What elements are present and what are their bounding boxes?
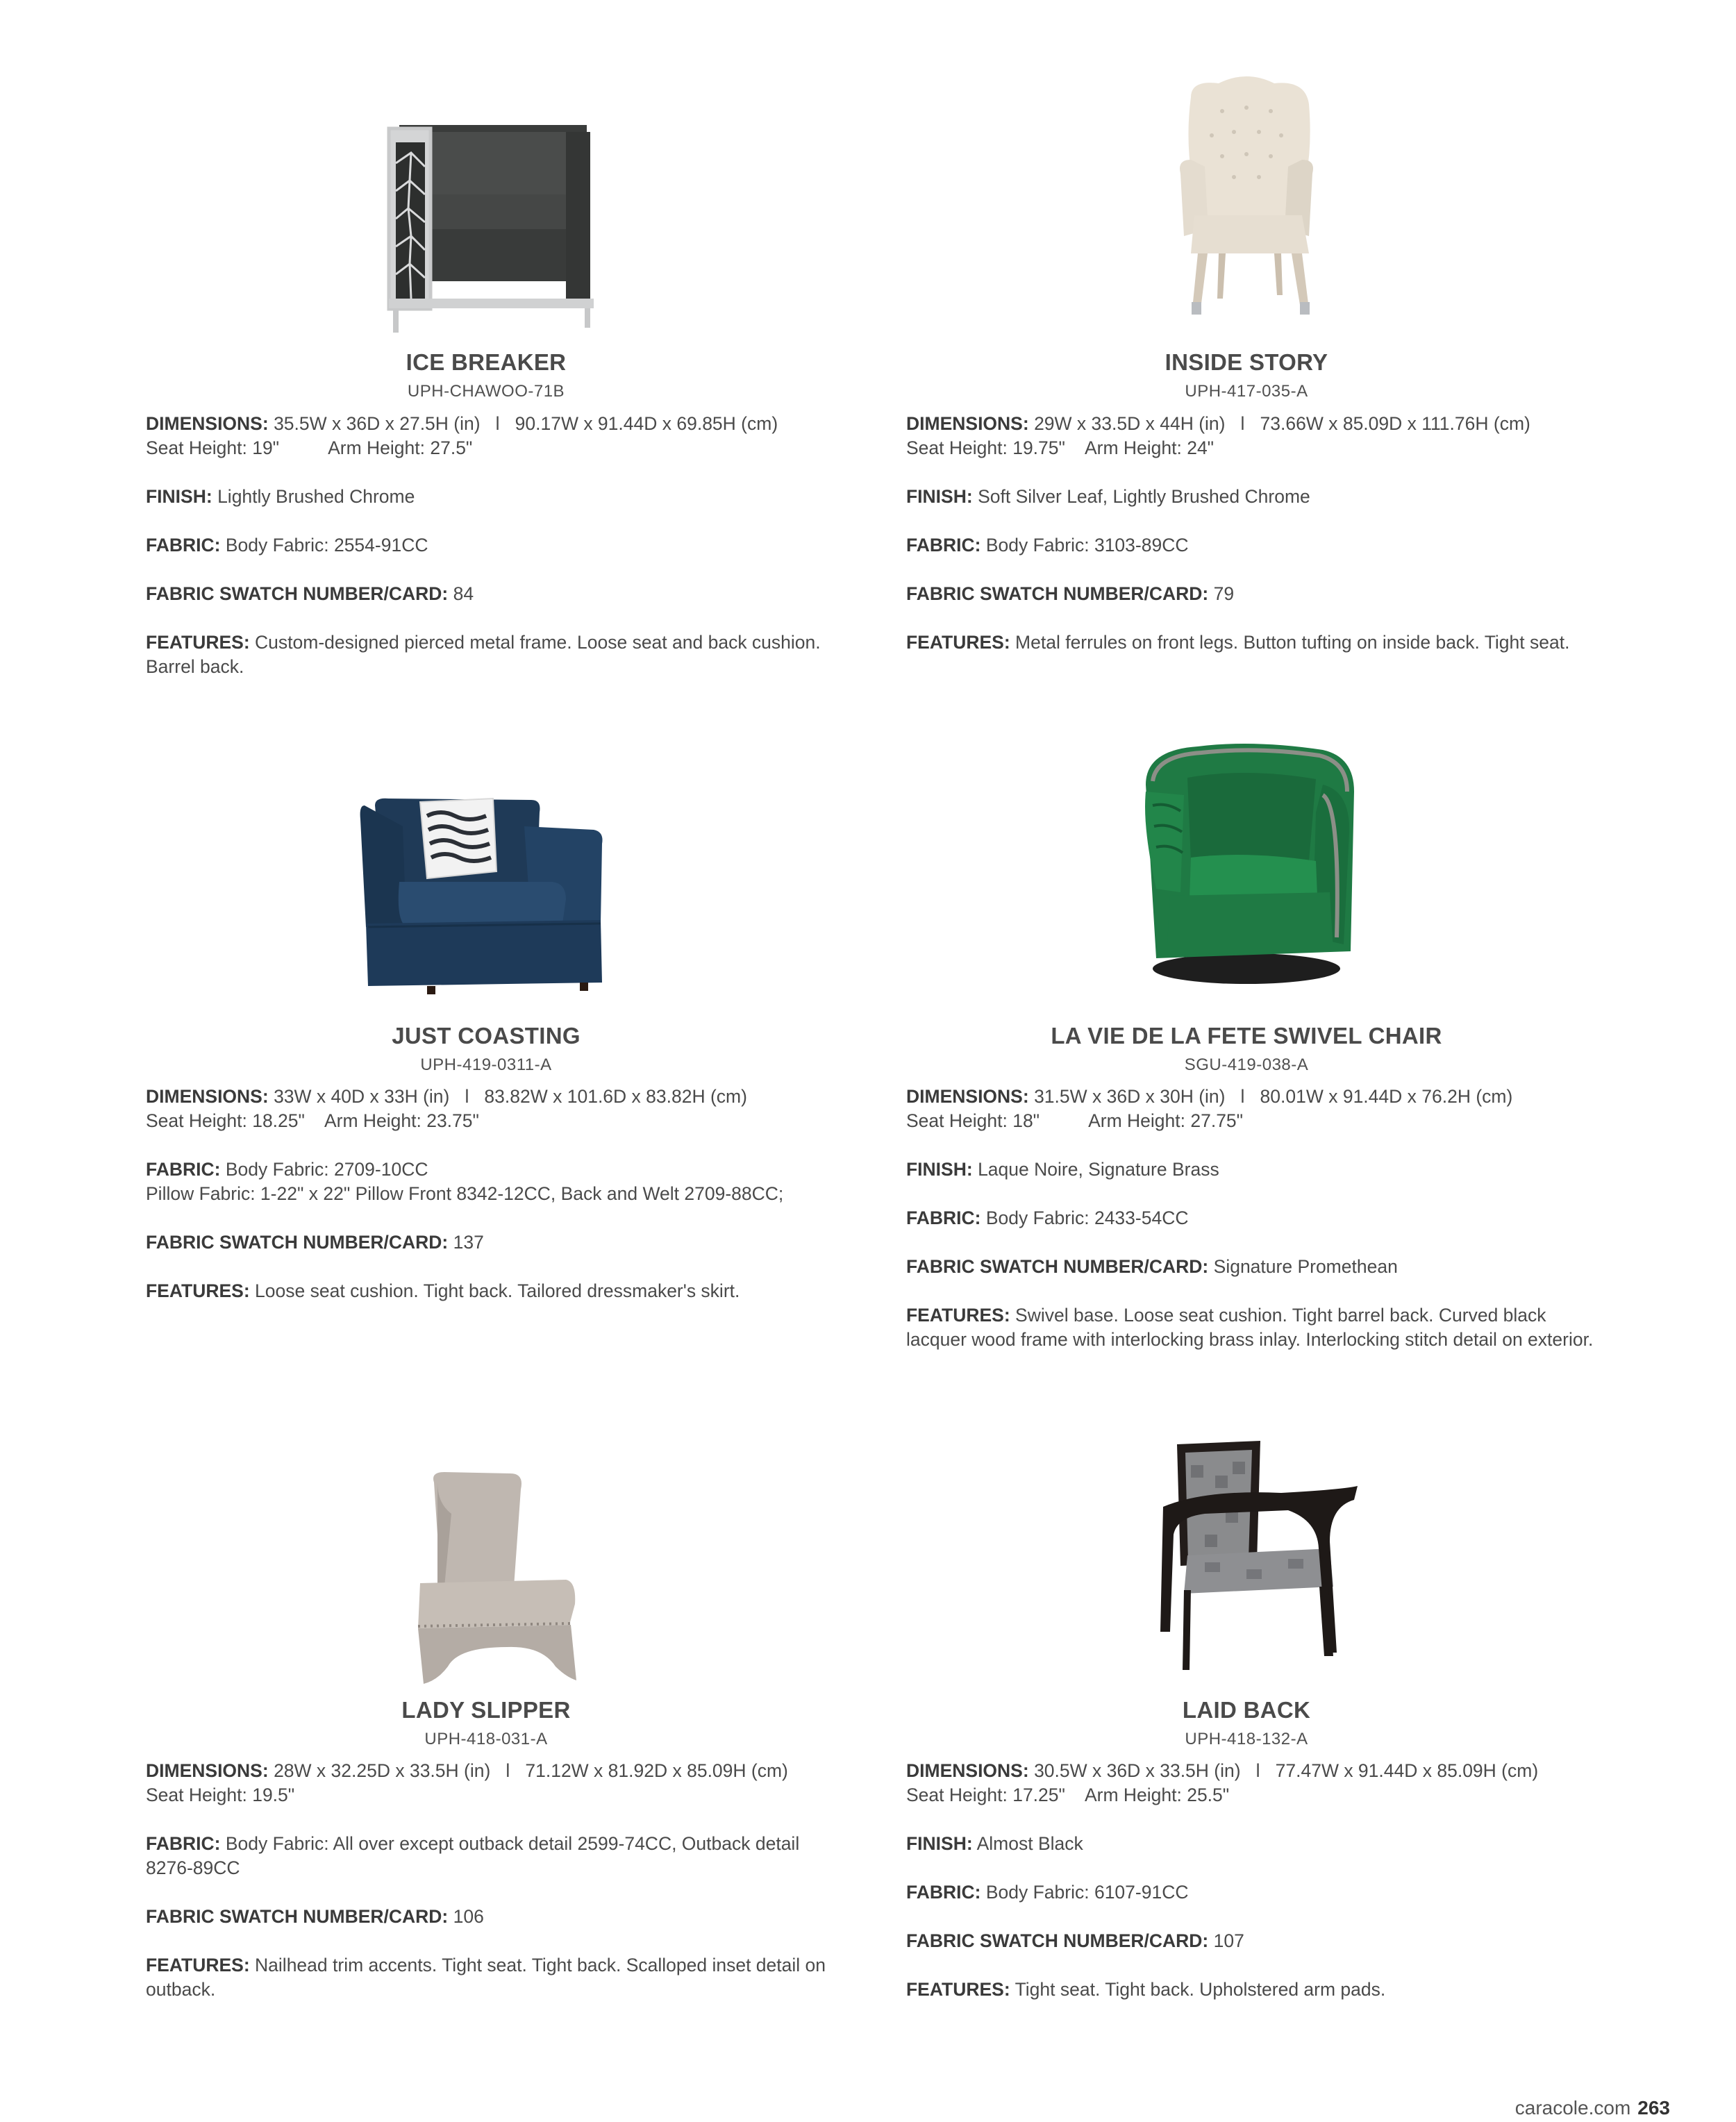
dimensions-label: DIMENSIONS: [146, 1086, 269, 1107]
product-title: ICE BREAKER [406, 349, 567, 375]
product-image-inside-story [896, 62, 1597, 340]
fabric-label: FABRIC: [146, 1159, 221, 1180]
seat-height: Seat Height: 19" [146, 437, 280, 458]
fabric-label: FABRIC: [906, 535, 981, 555]
finish-label: FINISH: [146, 486, 212, 507]
features-label: FEATURES: [906, 632, 1010, 653]
fabric-value: Body Fabric: 2554-91CC [225, 535, 428, 555]
swatch-value: Signature Promethean [1213, 1256, 1398, 1277]
swatch-value: 137 [453, 1232, 484, 1253]
features-value: Loose seat cushion. Tight back. Tailored dressmaker's skirt. [255, 1280, 740, 1301]
finish-value: Almost Black [976, 1833, 1083, 1854]
product-specs [906, 412, 1608, 679]
seat-height: Seat Height: 17.25" [906, 1785, 1065, 1805]
swatch-value: 107 [1213, 1930, 1244, 1951]
features-label: FEATURES: [906, 1979, 1010, 2000]
dimensions-value: 35.5W x 36D x 27.5H (in) l 90.17W x 91.44D x 69.85H (cm) [274, 413, 778, 434]
swatch-value: 106 [453, 1906, 484, 1927]
features-value: Custom-designed pierced metal frame. Loose seat and back cushion. Barrel back. [146, 632, 821, 677]
swatch-label: FABRIC SWATCH NUMBER/CARD: [146, 583, 449, 604]
dimensions-value: 33W x 40D x 33H (in) l 83.82W x 101.6D x 83.82H (cm) [274, 1086, 747, 1107]
page-number: 263 [1637, 2097, 1670, 2119]
dimensions-label: DIMENSIONS: [906, 1086, 1029, 1107]
product-image-just-coasting [135, 743, 837, 1021]
fabric-value: Body Fabric: All over except outback detail 2599-74CC, Outback detail 8276-89CC [146, 1833, 800, 1878]
finish-value: Lightly Brushed Chrome [217, 486, 415, 507]
pillow-fabric-value: Pillow Fabric: 1-22" x 22" Pillow Front 8342-12CC, Back and Welt 2709-88CC; [146, 1183, 784, 1204]
fabric-value: Body Fabric: 3103-89CC [985, 535, 1189, 555]
finish-value: Soft Silver Leaf, Lightly Brushed Chrome [978, 486, 1310, 507]
swatch-label: FABRIC SWATCH NUMBER/CARD: [146, 1906, 449, 1927]
dimensions-label: DIMENSIONS: [146, 1760, 269, 1781]
features-value: Metal ferrules on front legs. Button tufting on inside back. Tight seat. [1015, 632, 1570, 653]
dimensions-value: 31.5W x 36D x 30H (in) l 80.01W x 91.44D x 76.2H (cm) [1034, 1086, 1513, 1107]
product-image-lady-slipper [135, 1423, 837, 1701]
fabric-label: FABRIC: [146, 1833, 221, 1854]
product-image-laid-back [896, 1410, 1597, 1687]
fabric-label: FABRIC: [906, 1882, 981, 1903]
product-specs [906, 1759, 1608, 2026]
arm-height: Arm Height: 23.75" [324, 1110, 479, 1131]
product-sku: UPH-418-132-A [1185, 1730, 1308, 1748]
swatch-label: FABRIC SWATCH NUMBER/CARD: [906, 583, 1209, 604]
product-title: LAID BACK [1182, 1697, 1311, 1723]
product-specs [906, 1085, 1608, 1376]
dimensions-value: 30.5W x 36D x 33.5H (in) l 77.47W x 91.44D x 85.09H (cm) [1034, 1760, 1539, 1781]
product-sku: SGU-419-038-A [1184, 1055, 1309, 1074]
arm-height: Arm Height: 27.5" [328, 437, 473, 458]
finish-label: FINISH: [906, 486, 973, 507]
product-title: JUST COASTING [392, 1023, 581, 1049]
finish-label: FINISH: [906, 1833, 973, 1854]
features-value: Nailhead trim accents. Tight seat. Tight back. Scalloped inset detail on outback. [146, 1955, 826, 2000]
seat-height: Seat Height: 19.75" [906, 437, 1065, 458]
dimensions-label: DIMENSIONS: [906, 1760, 1029, 1781]
product-title: LA VIE DE LA FETE SWIVEL CHAIR [1051, 1023, 1442, 1049]
footer-site-link[interactable]: caracole.com [1514, 2097, 1631, 2119]
fabric-label: FABRIC: [906, 1208, 981, 1228]
seat-height: Seat Height: 18.25" [146, 1110, 305, 1131]
fabric-value: Body Fabric: 6107-91CC [985, 1882, 1189, 1903]
fabric-value: Body Fabric: 2433-54CC [985, 1208, 1189, 1228]
product-sku: UPH-417-035-A [1185, 382, 1308, 401]
features-value: Swivel base. Loose seat cushion. Tight barrel back. Curved black lacquer wood frame with interlocking brass inlay. Interlocking stitch detail on exterior. [906, 1305, 1594, 1350]
fabric-value: Body Fabric: 2709-10CC [225, 1159, 428, 1180]
product-image-ice-breaker [135, 66, 837, 344]
swatch-label: FABRIC SWATCH NUMBER/CARD: [146, 1232, 449, 1253]
features-label: FEATURES: [146, 1280, 250, 1301]
seat-height: Seat Height: 19.5" [146, 1785, 295, 1805]
finish-value: Laque Noire, Signature Brass [978, 1159, 1219, 1180]
dimensions-value: 29W x 33.5D x 44H (in) l 73.66W x 85.09D x 111.76H (cm) [1034, 413, 1530, 434]
product-image-la-vie-de-la-fete [896, 715, 1597, 993]
arm-height: Arm Height: 25.5" [1084, 1785, 1230, 1805]
product-sku: UPH-CHAWOO-71B [407, 382, 565, 401]
page-footer [1515, 2097, 1670, 2119]
product-specs [146, 1085, 847, 1328]
product-sku: UPH-418-031-A [424, 1730, 548, 1748]
fabric-label: FABRIC: [146, 535, 221, 555]
arm-height: Arm Height: 24" [1084, 437, 1215, 458]
features-label: FEATURES: [146, 1955, 250, 1975]
features-label: FEATURES: [906, 1305, 1010, 1326]
product-sku: UPH-419-0311-A [420, 1055, 552, 1074]
swatch-label: FABRIC SWATCH NUMBER/CARD: [906, 1930, 1209, 1951]
features-label: FEATURES: [146, 632, 250, 653]
seat-height: Seat Height: 18" [906, 1110, 1040, 1131]
dimensions-label: DIMENSIONS: [906, 413, 1029, 434]
swatch-value: 79 [1213, 583, 1235, 604]
features-value: Tight seat. Tight back. Upholstered arm pads. [1015, 1979, 1386, 2000]
product-title: LADY SLIPPER [401, 1697, 571, 1723]
product-specs [146, 412, 847, 703]
finish-label: FINISH: [906, 1159, 973, 1180]
swatch-label: FABRIC SWATCH NUMBER/CARD: [906, 1256, 1209, 1277]
dimensions-label: DIMENSIONS: [146, 413, 269, 434]
product-specs [146, 1759, 847, 2026]
product-title: INSIDE STORY [1165, 349, 1328, 375]
swatch-value: 84 [453, 583, 474, 604]
dimensions-value: 28W x 32.25D x 33.5H (in) l 71.12W x 81.92D x 85.09H (cm) [274, 1760, 788, 1781]
arm-height: Arm Height: 27.75" [1088, 1110, 1244, 1131]
